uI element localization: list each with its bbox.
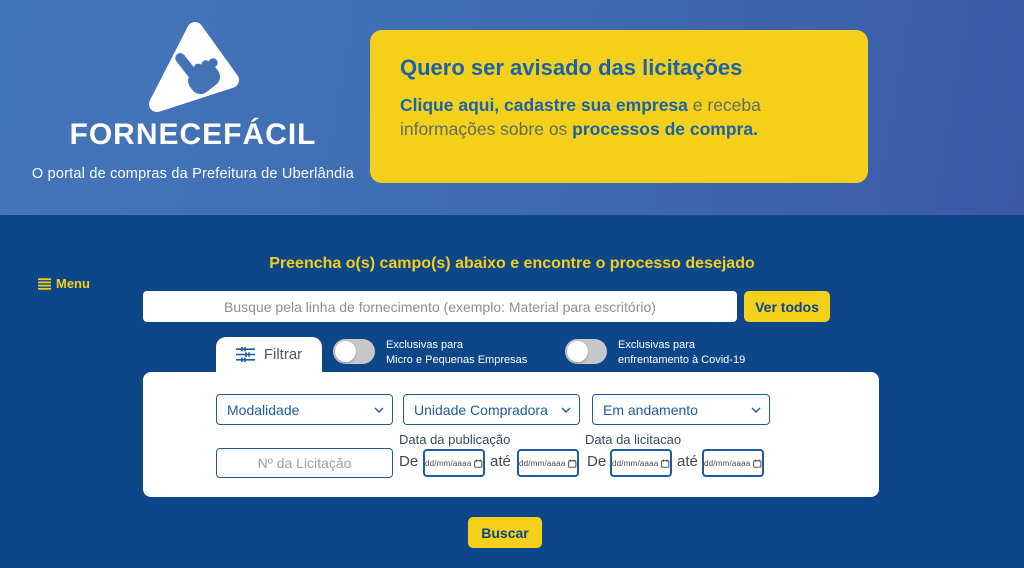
section-heading: Preencha o(s) campo(s) abaixo e encontre o processo desejado bbox=[269, 255, 755, 272]
signup-banner[interactable] bbox=[370, 30, 868, 183]
bid-number-input[interactable] bbox=[216, 448, 393, 478]
toggle-label-line: Exclusivas para bbox=[386, 339, 464, 351]
play-hand-logo-icon bbox=[141, 20, 245, 120]
toggle-covid[interactable] bbox=[565, 339, 607, 364]
date-placeholder: dd/mm/aaaa bbox=[519, 458, 566, 468]
hamburger-icon bbox=[38, 278, 51, 290]
from-label: De bbox=[587, 453, 607, 470]
calendar-icon bbox=[568, 459, 577, 468]
toggle-micro-empresas-label bbox=[386, 338, 527, 367]
publication-date-from-input[interactable] bbox=[423, 449, 485, 477]
date-placeholder: dd/mm/aaaa bbox=[612, 458, 659, 468]
to-label: até bbox=[490, 453, 511, 470]
see-all-button[interactable]: Ver todos bbox=[744, 291, 830, 322]
date-placeholder: dd/mm/aaaa bbox=[704, 458, 751, 468]
toggle-label-line: Exclusivas para bbox=[618, 339, 696, 351]
modality-select-wrap bbox=[216, 394, 393, 425]
banner-bold-text: processos de compra. bbox=[572, 118, 758, 139]
banner-title: Quero ser avisado das licitações bbox=[400, 55, 743, 80]
search-input[interactable] bbox=[143, 291, 737, 322]
toggle-label-line: Micro e Pequenas Empresas bbox=[386, 353, 528, 366]
toggle-micro-empresas[interactable] bbox=[333, 339, 375, 364]
bid-date-to-input[interactable] bbox=[702, 449, 764, 477]
filter-tab[interactable] bbox=[216, 337, 322, 372]
banner-link-text[interactable]: Clique aqui, cadastre sua empresa bbox=[400, 95, 688, 115]
date-placeholder: dd/mm/aaaa bbox=[425, 458, 472, 468]
header bbox=[0, 0, 1024, 215]
status-select-wrap bbox=[592, 394, 770, 425]
logo[interactable] bbox=[28, 20, 358, 182]
banner-regular-text: e receba informações sobre os bbox=[400, 95, 761, 139]
from-label: De bbox=[399, 453, 419, 470]
search-button[interactable]: Buscar bbox=[468, 517, 542, 548]
calendar-icon bbox=[474, 459, 483, 468]
brand-name: FORNECEFÁCIL bbox=[69, 118, 317, 151]
status-select[interactable] bbox=[592, 394, 770, 425]
bid-date-label: Data da licitacao bbox=[585, 432, 682, 447]
menu-button[interactable] bbox=[38, 276, 90, 291]
toggle-knob bbox=[567, 341, 588, 362]
calendar-icon bbox=[661, 459, 670, 468]
buying-unit-select-wrap bbox=[403, 394, 580, 425]
toggle-knob bbox=[335, 341, 356, 362]
sliders-icon bbox=[236, 347, 255, 362]
publication-date-to-input[interactable] bbox=[517, 449, 579, 477]
toggle-label-line: enfrentamento à Covid-19 bbox=[618, 353, 746, 366]
publication-date-label: Data da publicação bbox=[399, 432, 511, 447]
modality-select[interactable] bbox=[216, 394, 393, 425]
toggle-covid-label bbox=[618, 338, 745, 367]
menu-label: Menu bbox=[56, 276, 90, 291]
filter-tab-label: Filtrar bbox=[263, 346, 303, 363]
buying-unit-select[interactable] bbox=[403, 394, 580, 425]
banner-subtitle bbox=[400, 94, 838, 142]
bid-date-from-input[interactable] bbox=[610, 449, 672, 477]
to-label: até bbox=[677, 453, 698, 470]
calendar-icon bbox=[753, 459, 762, 468]
filter-panel bbox=[143, 372, 879, 497]
brand-tagline: O portal de compras da Prefeitura de Uberlândia bbox=[31, 166, 355, 182]
